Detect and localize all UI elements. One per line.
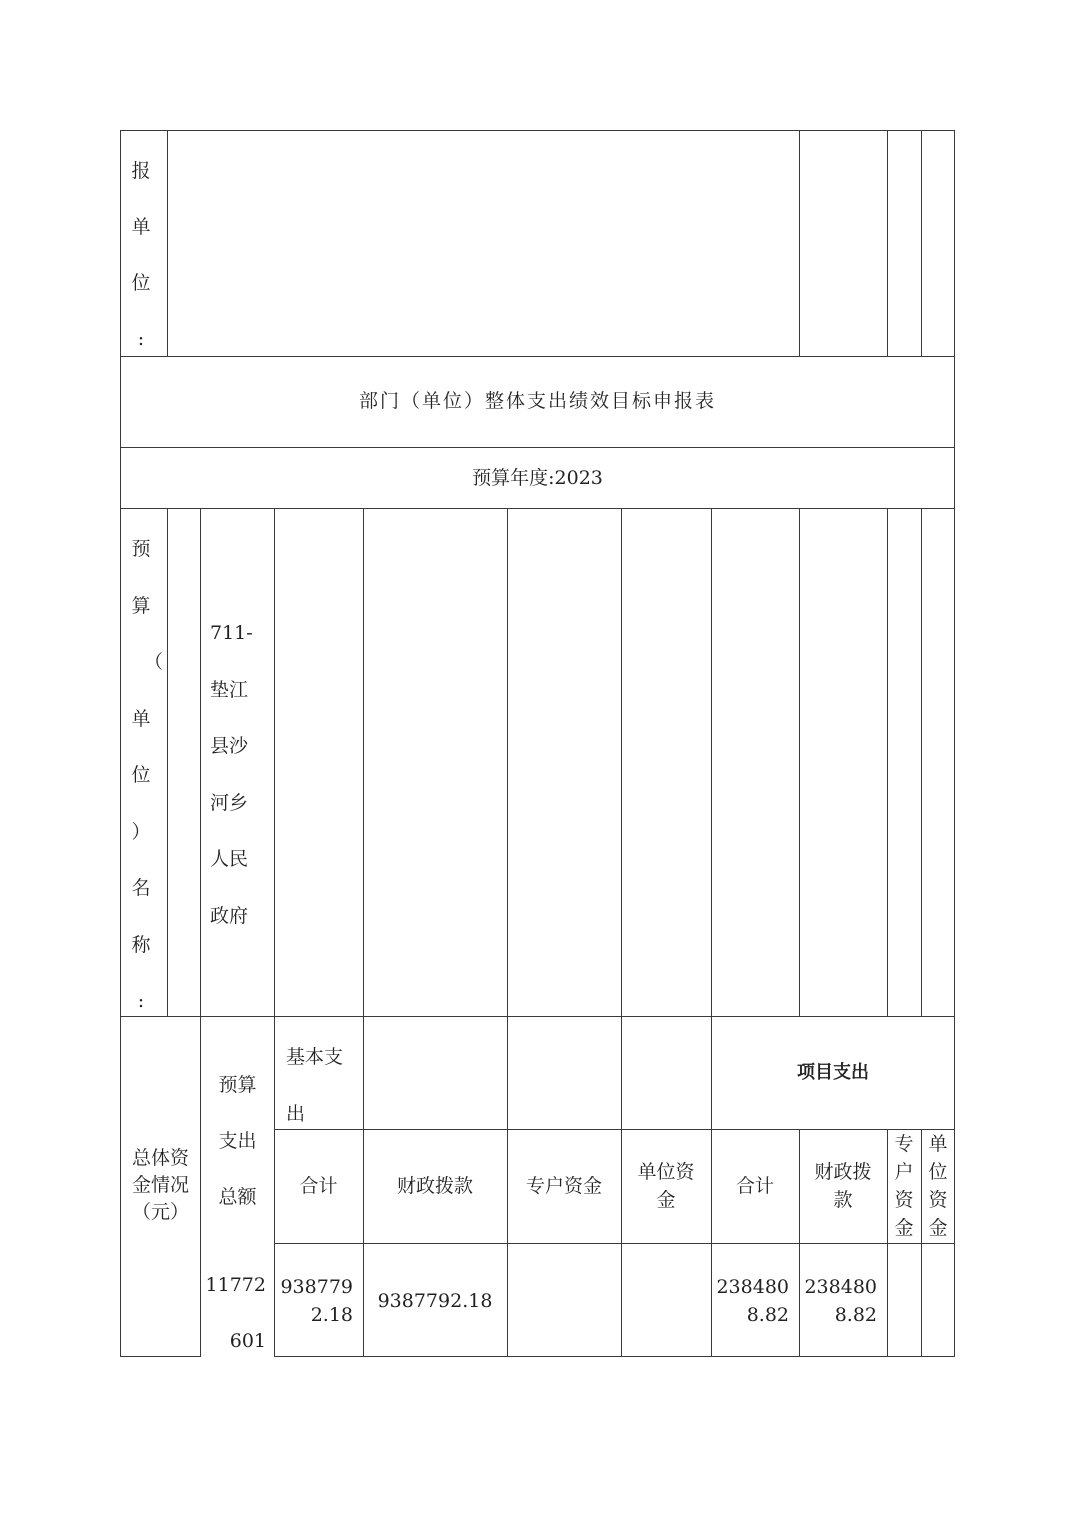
total-budget-value: 11772 601 (205, 1274, 266, 1352)
project-fiscal-header: 财政拨 款 (814, 1161, 872, 1211)
project-total-value: 238480 8.82 (716, 1276, 789, 1326)
col-divider (621, 508, 622, 1016)
col-divider (363, 508, 364, 1016)
col-divider (799, 508, 800, 1016)
page-title: 部门（单位）整体支出绩效目标申报表 (358, 390, 716, 412)
table-border-top (120, 130, 955, 131)
col-divider (167, 508, 168, 1016)
project-total-header: 合计 (735, 1175, 774, 1197)
row-divider (274, 1243, 955, 1244)
col-divider (921, 508, 922, 1016)
report-unit-label: 报 单 位 : (131, 160, 151, 350)
project-unit-header: 单 位 资 金 (928, 1133, 948, 1239)
basic-fiscal-header: 财政拨款 (396, 1175, 473, 1197)
budget-year: 预算年度:2023 (472, 467, 603, 489)
basic-fiscal-value: 9387792.18 (377, 1290, 493, 1312)
col-divider (507, 508, 508, 1016)
col-divider (711, 508, 712, 1016)
col-divider (274, 508, 275, 1016)
project-special-header: 专 户 资 金 (894, 1133, 914, 1239)
col-divider (200, 508, 201, 1016)
table-border-bottom (120, 1356, 201, 1357)
basic-expense-label: 基本支 出 (286, 1046, 344, 1125)
col-divider (887, 508, 888, 1016)
budget-unit-name-value: 711- 垫江 县沙 河乡 人民 政府 (210, 622, 253, 927)
budget-unit-name-label: 预 算 （ 单 位 ） 名 称 : (131, 538, 164, 1012)
basic-total-header: 合计 (299, 1175, 338, 1197)
basic-unit-header: 单位资 金 (637, 1161, 695, 1211)
col-divider (921, 130, 922, 356)
row-divider (274, 1129, 955, 1130)
col-divider (167, 130, 168, 356)
col-divider (799, 130, 800, 356)
basic-total-value: 938779 2.18 (280, 1276, 353, 1326)
funds-section-label: 总体资 金情况 （元） (131, 1147, 189, 1223)
table-border-bottom (274, 1356, 955, 1357)
col-divider (887, 130, 888, 356)
total-budget-label: 预算 支出 总额 (218, 1074, 257, 1208)
basic-special-header: 专户资金 (525, 1175, 602, 1197)
project-expense-label: 项目支出 (797, 1062, 869, 1083)
row-divider (120, 1016, 955, 1017)
row-divider (120, 447, 955, 448)
row-divider (120, 356, 955, 357)
project-fiscal-value: 238480 8.82 (804, 1276, 877, 1326)
row-divider (120, 508, 955, 509)
